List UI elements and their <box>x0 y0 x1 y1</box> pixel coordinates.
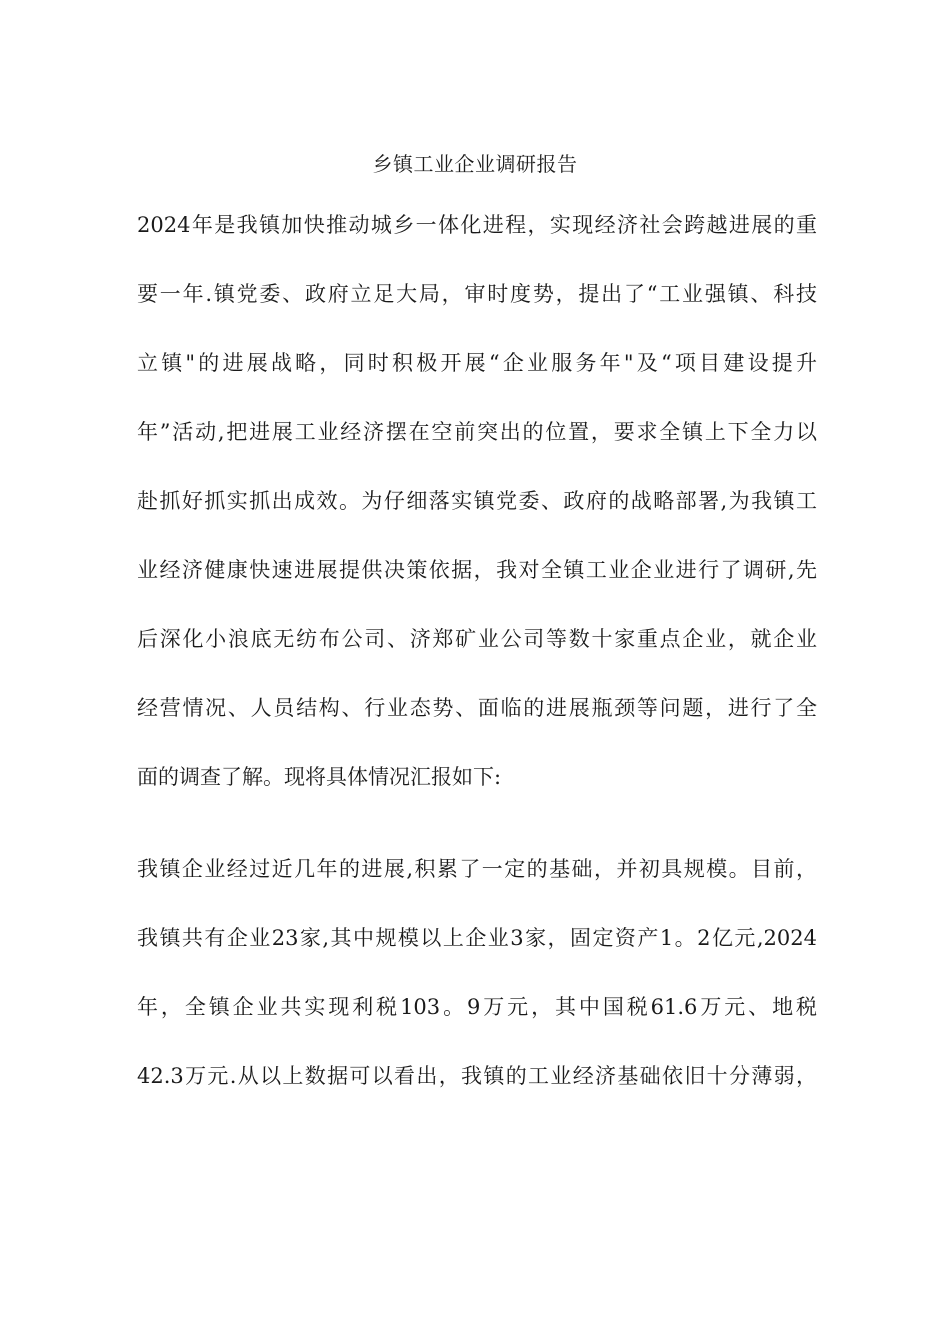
text-line: 后深化小浪底无纺布公司、济郑矿业公司等数十家重点企业，就企业 <box>137 627 817 651</box>
text-line: 我镇共有企业23家,其中规模以上企业3家，固定资产1。2亿元,2024 <box>137 926 817 950</box>
text-line: 年”活动,把进展工业经济摆在空前突出的位置，要求全镇上下全力以 <box>137 420 817 444</box>
paragraph-overview <box>137 853 817 1129</box>
text-line: 赴抓好抓实抓出成效。为仔细落实镇党委、政府的战略部署,为我镇工 <box>137 489 817 513</box>
paragraph-intro <box>137 209 817 830</box>
text-line: 2024年是我镇加快推动城乡一体化进程，实现经济社会跨越进展的重 <box>137 213 817 237</box>
text-line: 经营情况、人员结构、行业态势、面临的进展瓶颈等问题，进行了全 <box>137 696 817 720</box>
text-line: 立镇"的进展战略，同时积极开展“企业服务年"及“项目建设提升 <box>137 351 817 375</box>
text-line: 42.3万元.从以上数据可以看出，我镇的工业经济基础依旧十分薄弱， <box>137 1064 817 1088</box>
text-line: 要一年.镇党委、政府立足大局，审时度势，提出了“工业强镇、科技 <box>137 282 817 306</box>
text-line: 面的调查了解。现将具体情况汇报如下: <box>137 765 502 789</box>
text-line: 我镇企业经过近几年的进展,积累了一定的基础，并初具规模。目前， <box>137 857 817 881</box>
document-title: 乡镇工业企业调研报告 <box>372 152 578 176</box>
text-line: 年，全镇企业共实现利税103。9万元，其中国税61.6万元、地税 <box>137 995 817 1019</box>
text-line: 业经济健康快速进展提供决策依据，我对全镇工业企业进行了调研,先 <box>137 558 817 582</box>
